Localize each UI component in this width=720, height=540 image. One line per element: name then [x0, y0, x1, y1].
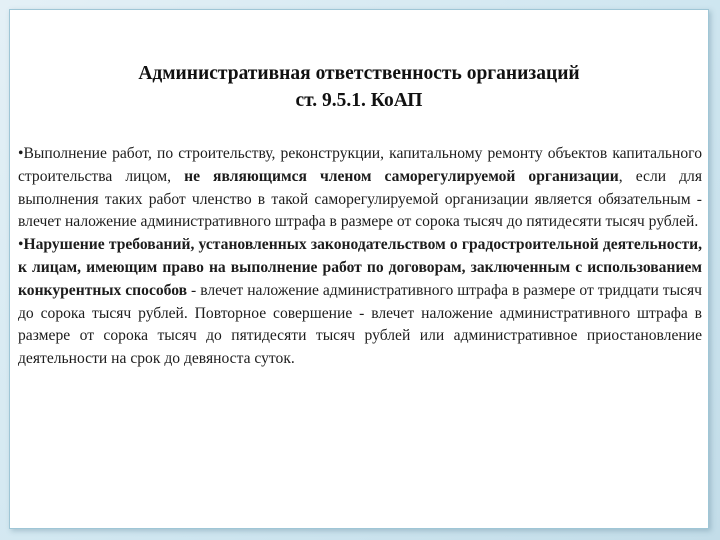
- slide-title: [10, 60, 708, 114]
- paragraph-2-text: - влечет наложение административного штрафа в размере от тридцати тысяч до сорока тысяч рублей. Повторное совершение - влечет наложение административного штрафа в размере от сорока тысяч до пятидесяти тысяч рублей или административное приостановление деятельности на срок до девяноста суток.: [18, 281, 702, 368]
- title-line-2: ст. 9.5.1. КоАП: [295, 90, 423, 111]
- slide: [9, 9, 709, 529]
- bullet-2: •: [18, 236, 24, 254]
- title-line-1: Административная ответственность организаций: [138, 63, 580, 84]
- paragraph-2-bold: Нарушение требований, установленных законодательством о градостроительной деятельности, к лицам, имеющим право на выполнение работ по договорам, заключенным с использованием конкурентных способов: [18, 236, 702, 299]
- bullet-1: •: [18, 145, 24, 162]
- paragraph-1-text-b: , если для выполнения таких работ членство в такой саморегулируемой организации является обязательным - влечет наложение административного штрафа в размере от сорока тысяч до пятидесяти тысяч рублей.: [18, 167, 702, 231]
- paragraph-2: [18, 234, 702, 371]
- slide-body: [18, 143, 702, 371]
- paragraph-1-text-a: Выполнение работ, по строительству, реконструкции, капитальному ремонту объектов капитального строительства лицом,: [18, 145, 702, 185]
- paragraph-1: [18, 143, 702, 234]
- paragraph-1-bold: не являющимся членом саморегулируемой организации: [184, 167, 619, 185]
